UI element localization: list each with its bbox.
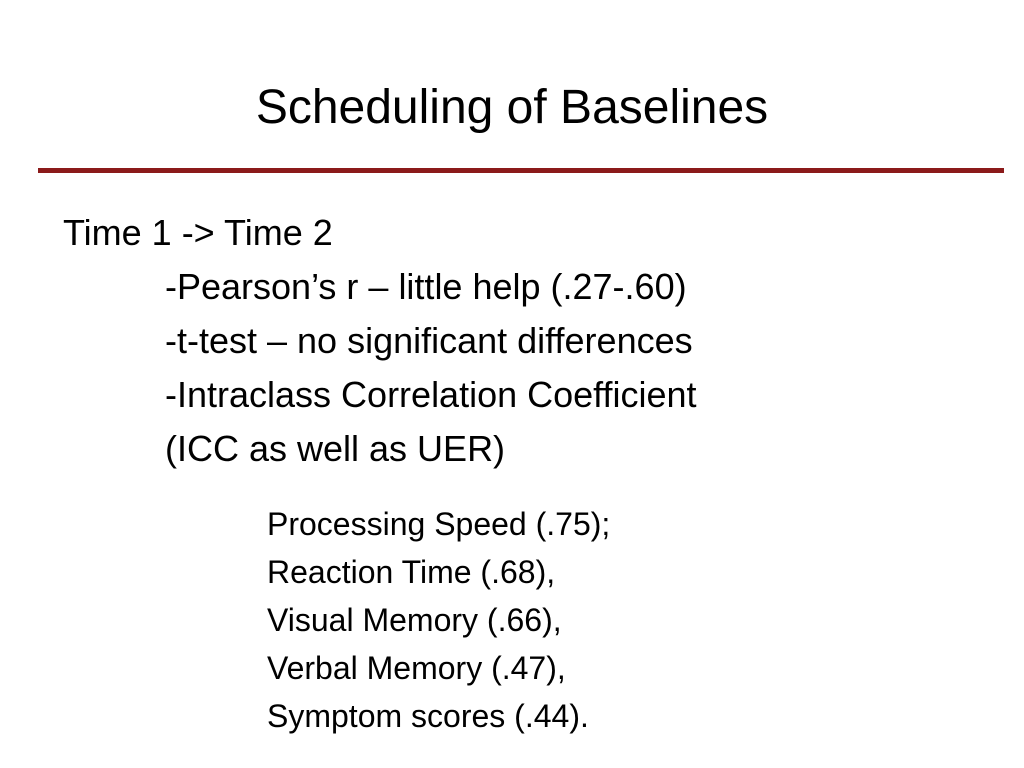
slide-body [63,206,697,476]
slide-title: Scheduling of Baselines [255,81,769,134]
icc-value-item: Processing Speed (.75); [267,506,611,542]
title-divider [38,168,1004,173]
bullet-icc: -Intraclass Correlation Coefficient [165,374,697,415]
icc-value-item: Verbal Memory (.47), [267,650,566,686]
bullet-t-test: -t-test – no significant differences [165,320,693,361]
icc-values-list [267,500,610,740]
body-heading: Time 1 -> Time 2 [63,212,333,253]
icc-value-item: Reaction Time (.68), [267,554,556,590]
bullet-pearson: -Pearson’s r – little help (.27-.60) [165,266,687,307]
icc-value-item: Symptom scores (.44). [267,698,589,734]
bullet-icc-note: (ICC as well as UER) [165,428,506,469]
icc-value-item: Visual Memory (.66), [267,602,562,638]
